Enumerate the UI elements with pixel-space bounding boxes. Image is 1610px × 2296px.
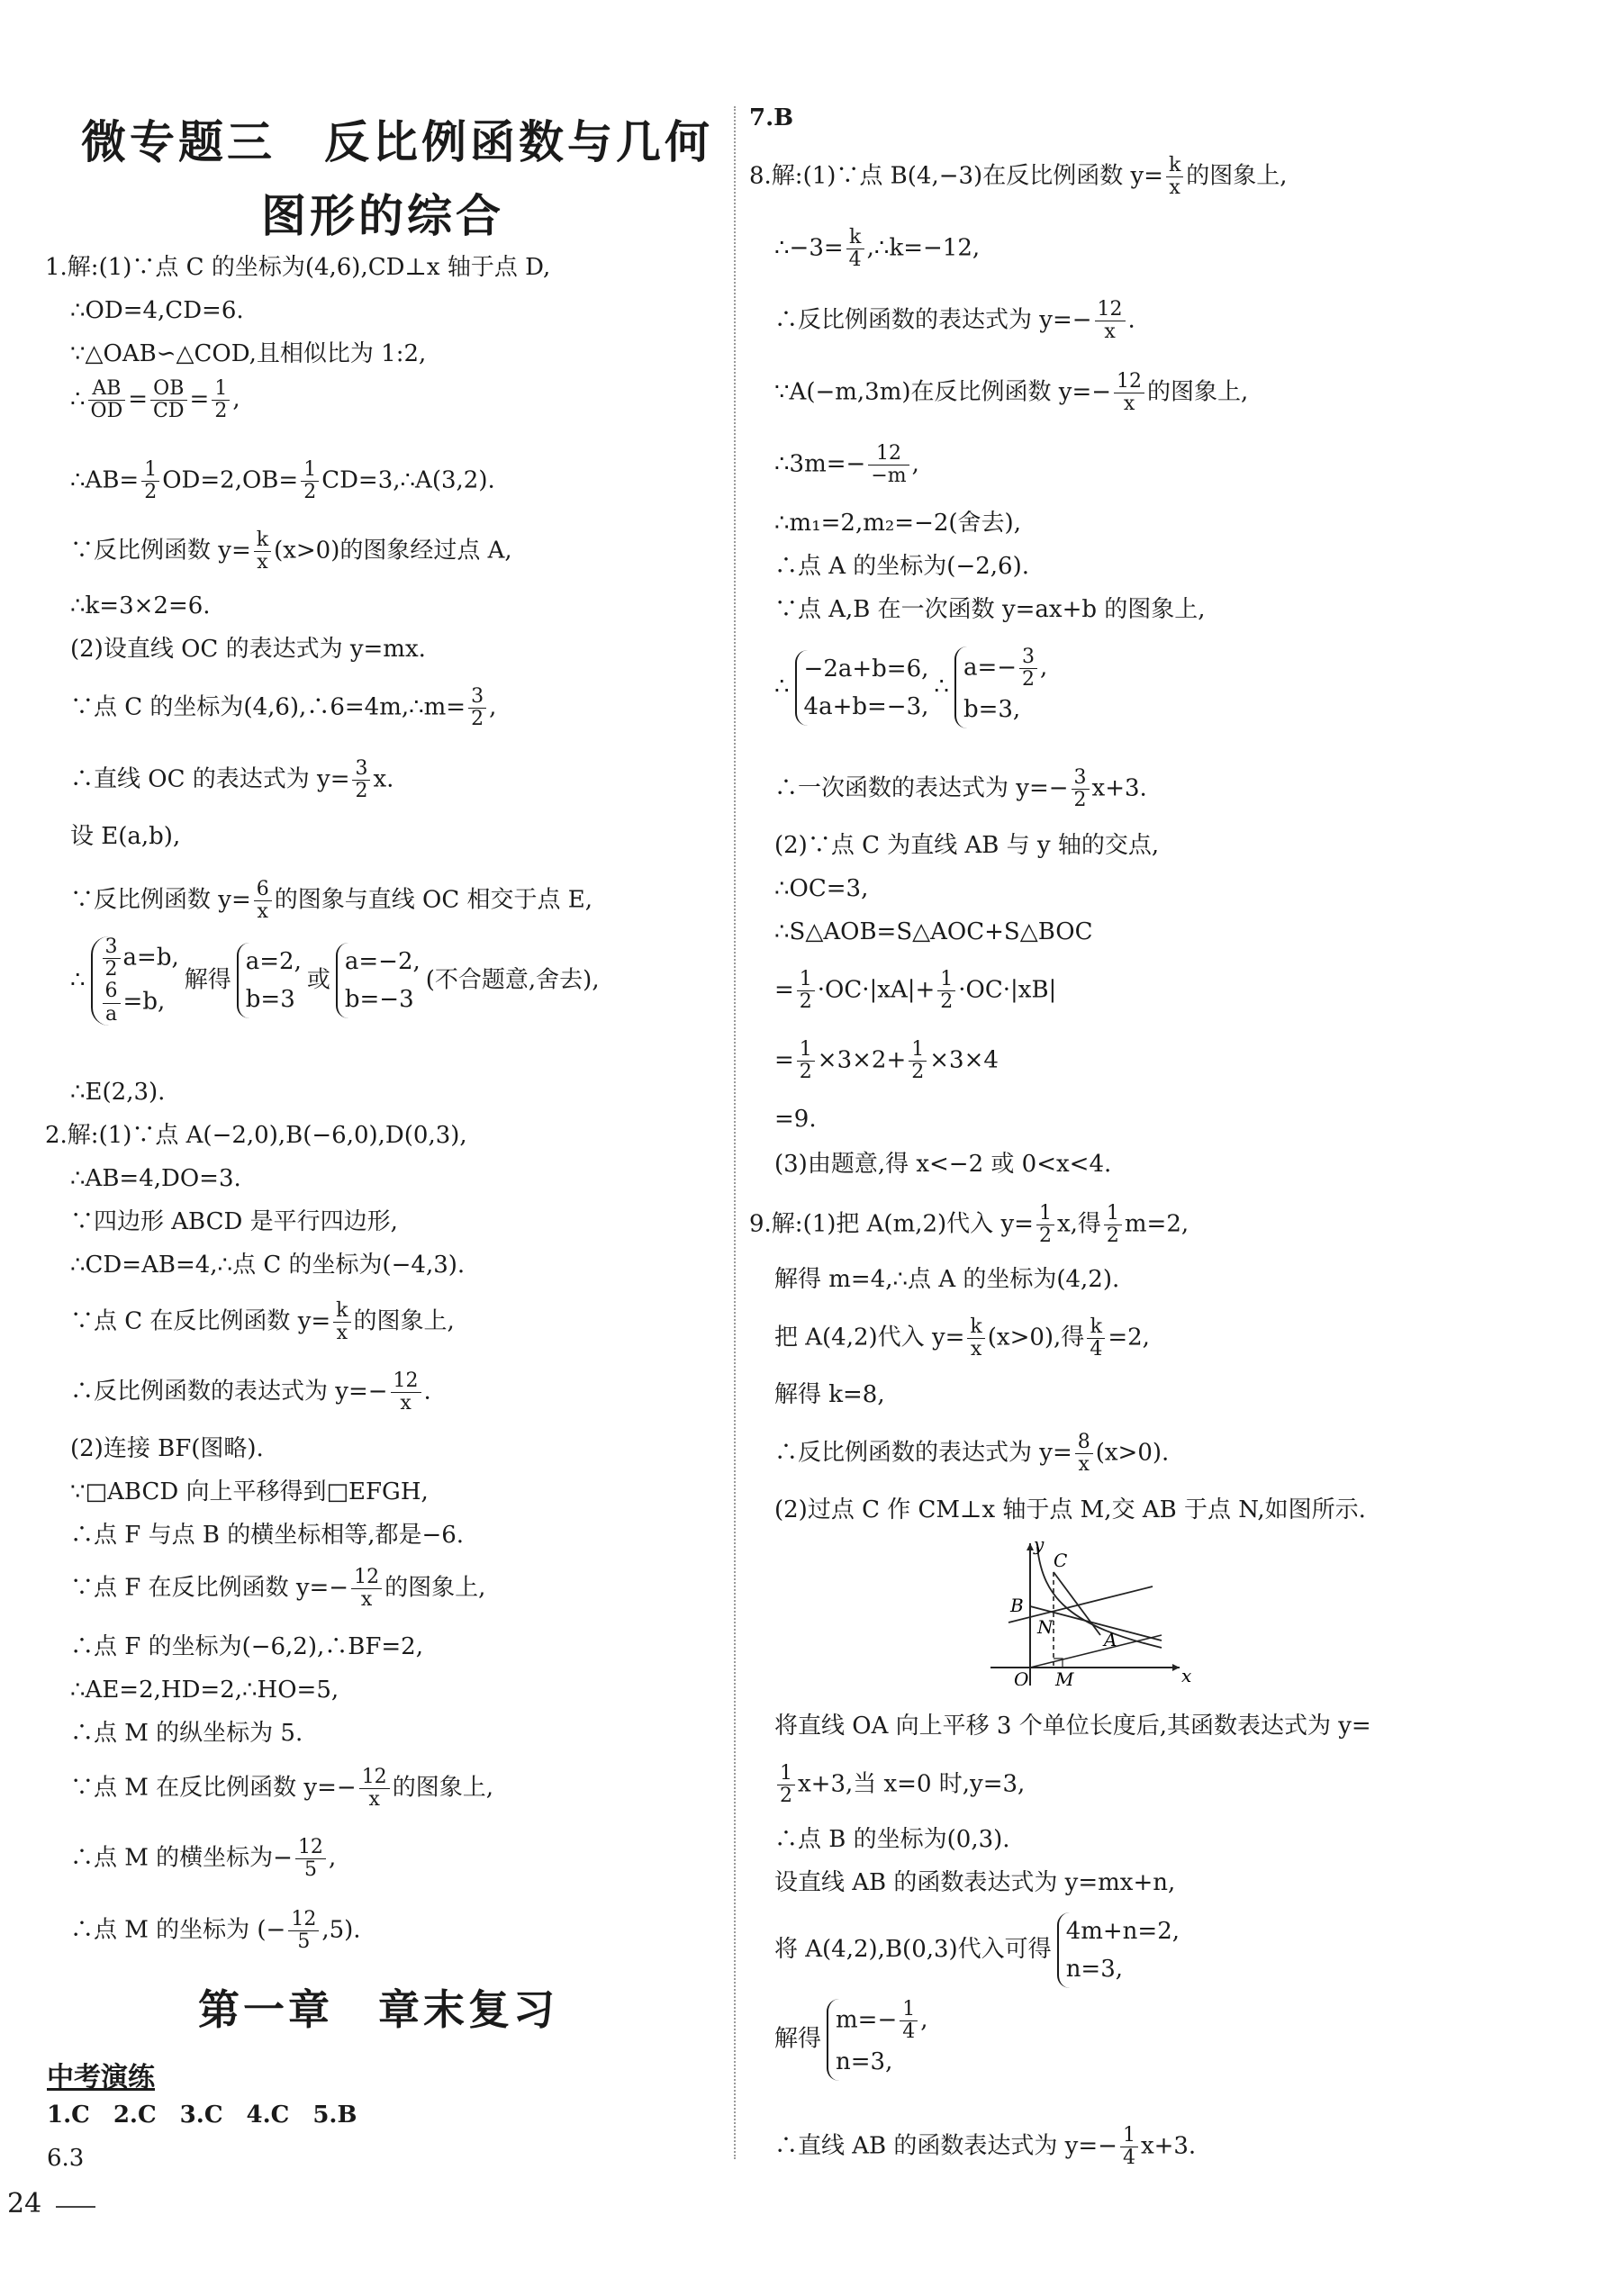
p8-line: ∴−3= $\frac{k}{4}$ ,∴k=−12,: [774, 226, 981, 272]
p8-line: = $\frac{1}{2}$ ×3×2+ $\frac{1}{2}$ ×3×4: [774, 1038, 999, 1084]
p2-line: ∵点 M 在反比例函数 y=− $\frac{12}{x}$ 的图象上,: [70, 1766, 493, 1812]
x-axis-arrow: [1172, 1664, 1180, 1671]
chapter-title: 第一章 章末复习: [198, 1985, 558, 2034]
label-a: A: [1104, 1629, 1117, 1650]
p2-line: ∴反比例函数的表达式为 y=− $\frac{12}{x}$ .: [70, 1369, 431, 1415]
label-b: B: [1010, 1595, 1024, 1616]
p8-line: (3)由题意,得 x<−2 或 0<x<4.: [774, 1151, 1112, 1178]
p8-line: ∴一次函数的表达式为 y=− $\frac{3}{2}$ x+3.: [774, 766, 1147, 812]
p8-line: ∵点 A,B 在一次函数 y=ax+b 的图象上,: [774, 596, 1206, 623]
p9-line: 设直线 AB 的函数表达式为 y=mx+n,: [774, 1869, 1176, 1896]
p2-line: ∴点 M 的横坐标为− $\frac{12}{5}$ ,: [70, 1836, 337, 1882]
p9-line: 把 A(4,2)代入 y= $\frac{k}{x}$ (x>0),得 $\frac{k}{4}$ =2,: [774, 1315, 1150, 1361]
label-y: y: [1034, 1536, 1045, 1555]
p9-line: ∴反比例函数的表达式为 y= $\frac{8}{x}$ (x>0).: [774, 1431, 1170, 1477]
p7-answer: 7.B: [749, 104, 794, 131]
p2-line: ∴AB=4,DO=3.: [70, 1165, 241, 1192]
p9-system-line: 将 A(4,2),B(0,3)代入可得 4m+n=2, n=3,: [774, 1912, 1185, 1988]
p2-line: ∴点 M 的坐标为 (− $\frac{12}{5}$ ,5).: [70, 1908, 361, 1954]
zhongkao-answer-6: 6.3: [47, 2145, 85, 2172]
coordinate-figure: [990, 1536, 1207, 1686]
p8-line: (2)∵点 C 为直线 AB 与 y 轴的交点,: [774, 832, 1160, 859]
p1-line: ∴直线 OC 的表达式为 y= $\frac{3}{2}$ x.: [70, 757, 394, 803]
p9-line: 解得 m=4,∴点 A 的坐标为(4,2).: [774, 1266, 1120, 1293]
page-number-dash: [56, 2206, 95, 2208]
p8-line: = $\frac{1}{2}$ ·OC·|xA|+ $\frac{1}{2}$ ·OC·|xB|: [774, 968, 1057, 1014]
p2-line: ∵四边形 ABCD 是平行四边形,: [70, 1208, 398, 1235]
p1-line: ∴ $\frac{AB}{OD}$ = $\frac{OB}{CD}$ = $\frac{1}{2}$ ,: [70, 377, 240, 423]
line-oa: [1030, 1635, 1162, 1668]
p2-line: ∴点 M 的纵坐标为 5.: [70, 1720, 303, 1747]
p8-line: ∴反比例函数的表达式为 y=− $\frac{12}{x}$ .: [774, 298, 1135, 344]
p9-line: 解得 k=8,: [774, 1381, 885, 1408]
p1-line: ∵反比例函数 y= $\frac{6}{x}$ 的图象与直线 OC 相交于点 E,: [70, 878, 592, 924]
p1-line: ∴AB= $\frac{1}{2}$ OD=2,OB= $\frac{1}{2}$ CD=3,∴A(3,2).: [70, 458, 495, 504]
p1-line: ∵点 C 的坐标为(4,6),∴6=4m,∴m= $\frac{3}{2}$ ,: [70, 685, 497, 731]
p9-line: (2)过点 C 作 CM⊥x 轴于点 M,交 AB 于点 N,如图所示.: [774, 1496, 1366, 1523]
p8-line: ∴3m=− $\frac{12}{-m}$ ,: [774, 442, 919, 488]
p2-line: (2)连接 BF(图略).: [70, 1435, 264, 1462]
page-number: 24: [7, 2188, 42, 2219]
p1-line: 1.解:(1)∵点 C 的坐标为(4,6),CD⊥x 轴于点 D,: [45, 254, 551, 281]
zhongkao-answers: 1.C 2.C 3.C 4.C 5.B: [47, 2102, 357, 2129]
p9-system-line: 解得 m=− $\frac{1}{4}$ , n=3,: [774, 1999, 934, 2081]
p8-line: ∵A(−m,3m)在反比例函数 y=− $\frac{12}{x}$ 的图象上,: [774, 370, 1249, 416]
label-x: x: [1181, 1665, 1192, 1686]
label-o: O: [1014, 1668, 1029, 1686]
y-axis-arrow: [1027, 1543, 1034, 1550]
p8-line: ∴m₁=2,m₂=−2(舍去),: [774, 510, 1021, 537]
p9-line: 将直线 OA 向上平移 3 个单位长度后,其函数表达式为 y=: [774, 1713, 1371, 1740]
p8-line: ∴OC=3,: [774, 875, 869, 902]
p8-line: ∴点 A 的坐标为(−2,6).: [774, 553, 1029, 580]
p2-line: ∴点 F 与点 B 的横坐标相等,都是−6.: [70, 1522, 465, 1549]
p2-line: ∴点 F 的坐标为(−6,2),∴BF=2,: [70, 1633, 423, 1660]
p9-line: ∴直线 AB 的函数表达式为 y=− $\frac{1}{4}$ x+3.: [774, 2124, 1197, 2170]
p1-line: ∴OD=4,CD=6.: [70, 297, 244, 324]
p8-line: ∴S△AOB=S△AOC+S△BOC: [774, 918, 1093, 945]
label-n: N: [1037, 1616, 1054, 1638]
p1-line: ∴k=3×2=6.: [70, 592, 211, 619]
p1-line: ∵△OAB∽△COD,且相似比为 1:2,: [70, 340, 427, 367]
p2-line: 2.解:(1)∵点 A(−2,0),B(−6,0),D(0,3),: [45, 1122, 467, 1149]
p1-line: (2)设直线 OC 的表达式为 y=mx.: [70, 636, 426, 663]
p1-system-line: ∴ $\frac{3}{2}$ a=b, $\frac{6}{a}$ =b, 解得 a=2, b=3 或 a=−2, b=−3 (不合题意,舍去),: [70, 936, 600, 1026]
p9-line: $\frac{1}{2}$ x+3,当 x=0 时,y=3,: [774, 1763, 1025, 1807]
p2-line: ∴AE=2,HD=2,∴HO=5,: [70, 1677, 339, 1704]
p2-line: ∵□ABCD 向上平移得到□EFGH,: [70, 1478, 429, 1505]
p1-line: ∴E(2,3).: [70, 1079, 166, 1106]
column-divider: [734, 106, 736, 2159]
p2-line: ∵点 F 在反比例函数 y=− $\frac{12}{x}$ 的图象上,: [70, 1566, 486, 1612]
section-title-line2: 图形的综合: [261, 189, 504, 242]
label-m: M: [1055, 1668, 1074, 1686]
zhongkao-label: 中考演练: [47, 2062, 155, 2093]
p1-line: 设 E(a,b),: [70, 823, 181, 850]
p9-line: 9.解:(1)把 A(m,2)代入 y= $\frac{1}{2}$ x,得 $\frac{1}{2}$ m=2,: [749, 1202, 1189, 1248]
label-c: C: [1054, 1550, 1068, 1571]
p2-line: ∵点 C 在反比例函数 y= $\frac{k}{x}$ 的图象上,: [70, 1299, 455, 1345]
p8-line: 8.解:(1)∵点 B(4,−3)在反比例函数 y= $\frac{k}{x}$ 的图象上,: [749, 154, 1288, 200]
section-title-line1: 微专题三 反比例函数与几何: [81, 115, 713, 168]
segment-ca: [1054, 1572, 1100, 1635]
p2-line: ∴CD=AB=4,∴点 C 的坐标为(−4,3).: [70, 1252, 466, 1279]
p8-line: =9.: [774, 1106, 817, 1133]
p1-line: ∵反比例函数 y= $\frac{k}{x}$ (x>0)的图象经过点 A,: [70, 529, 512, 574]
p9-line: ∴点 B 的坐标为(0,3).: [774, 1826, 1010, 1853]
p8-system-line: ∴ −2a+b=6, 4a+b=−3, ∴ a=− $\frac{3}{2}$ , b=3,: [774, 646, 1053, 728]
